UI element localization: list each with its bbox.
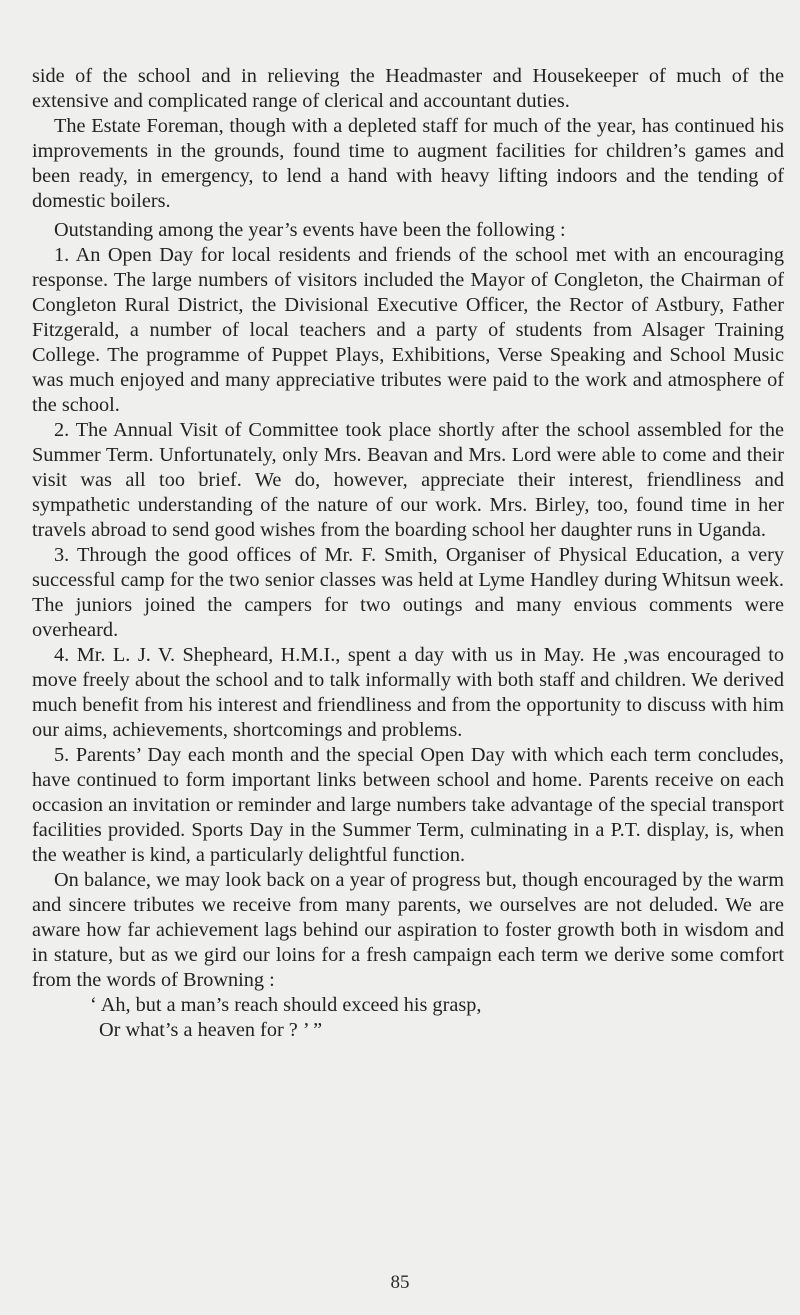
paragraph-events-intro: Outstanding among the year’s events have been the following : xyxy=(54,219,566,241)
list-item-open-day: 1. An Open Day for local residents and friends of the school met with an encouraging response. The large numbers of visitors included the Mayor of Congleton, the Chairman of Congleton Rural District, the Divisional Executive Officer, the Rector of Astbury, Father Fitzgerald, a number of local teachers and a party of students from Alsager Training College. The programme of Puppet Plays, Exhibitions, Verse Speaking and School Music was much enjoyed and many appreciative tributes were paid to the work and atmosphere of the school. xyxy=(32,244,784,416)
paragraph-estate-foreman: The Estate Foreman, though with a depleted staff for much of the year, has continued his improvements in the grounds, found time to augment facilities for children’s games and been ready, in emergency, to lend a hand with heavy lifting indoors and the tending of domestic boilers. xyxy=(32,115,784,212)
list-item-camp: 3. Through the good offices of Mr. F. Smith, Organiser of Physical Education, a very successful camp for the two senior classes was held at Lyme Handley during Whitsun week. The juniors joined the campers for two outings and many envious comments were overheard. xyxy=(32,544,784,641)
page-number: 85 xyxy=(390,1272,410,1293)
list-item-parents-day: 5. Parents’ Day each month and the special Open Day with which each term concludes, have continued to form important links between school and home. Parents receive on each occasion an invitation or reminder and large numbers take advantage of the special transport facilities provided. Sports Day in the Summer Term, culminating in a P.T. display, is, when the weather is kind, a particularly delightful function. xyxy=(32,744,784,866)
quote-line-1: ‘ Ah, but a man’s reach should exceed his grasp, xyxy=(90,994,482,1016)
quote-line-2: Or what’s a heaven for ? ’ ” xyxy=(99,1019,323,1041)
list-item-hmi-visit: 4. Mr. L. J. V. Shepheard, H.M.I., spent a day with us in May. He ,was encouraged to move freely about the school and to talk informally with both staff and children. We derived much benefit from his interest and friendliness and from the opportunity to discuss with him our aims, achievements, shortcomings and problems. xyxy=(32,644,784,741)
paragraph-conclusion: On balance, we may look back on a year of progress but, though encouraged by the warm and sincere tributes we receive from many parents, we ourselves are not deluded. We are aware how far achievement lags behind our aspiration to foster growth both in wisdom and in stature, but as we gird our loins for a fresh campaign each term we derive some comfort from the words of Browning : xyxy=(32,869,784,991)
browning-quote xyxy=(32,993,784,1043)
list-item-committee-visit: 2. The Annual Visit of Committee took place shortly after the school assembled for the Summer Term. Unfortunately, only Mrs. Beavan and Mrs. Lord were able to come and their visit was all too brief. We do, however, appreciate their interest, friendliness and sympathetic understanding of the nature of our work. Mrs. Birley, too, found time in her travels abroad to send good wishes from the boarding school her daughter runs in Uganda. xyxy=(32,419,784,541)
paragraph-continuation: side of the school and in relieving the Headmaster and Housekeeper of much of the extensive and complicated range of clerical and accountant duties. xyxy=(32,65,784,112)
document-page xyxy=(32,64,784,1043)
